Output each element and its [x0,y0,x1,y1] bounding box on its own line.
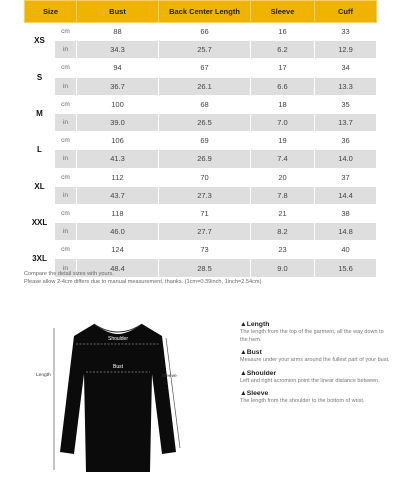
table-cell: 68 [159,95,251,113]
size-label: S [25,59,55,95]
table-row [25,186,377,204]
table-cell: 43.7 [77,186,159,204]
table-cell: 124 [77,241,159,259]
table-cell: 27.7 [159,223,251,241]
table-cell: 19 [251,132,315,150]
table-cell: 69 [159,132,251,150]
unit-label: cm [55,23,77,41]
table-cell: 9.0 [251,259,315,277]
table-cell: 88 [77,23,159,41]
unit-label: in [55,186,77,204]
table-cell: 25.7 [159,41,251,59]
table-row [25,41,377,59]
unit-label: in [55,259,77,277]
label-shoulder: Shoulder [107,336,129,342]
table-cell: 38 [315,204,377,222]
table-cell: 16 [251,23,315,41]
table-cell: 26.1 [159,77,251,95]
size-chart-table [24,0,377,278]
guide-title-length: ▲Length [240,321,270,328]
size-label: XL [25,168,55,204]
unit-label: cm [55,132,77,150]
header-bust: Bust [77,1,159,23]
table-cell: 27.3 [159,186,251,204]
measurement-diagram [26,318,206,480]
unit-label: cm [55,95,77,113]
guide-desc-bust: Measure under your arms around the fullest part of your bust. [240,357,390,363]
table-cell: 6.2 [251,41,315,59]
table-cell: 7.8 [251,186,315,204]
table-cell: 14.0 [315,150,377,168]
size-label: 3XL [25,241,55,277]
table-cell: 34.3 [77,41,159,59]
table-cell: 73 [159,241,251,259]
note-line-2: Please allow 2-4cm differs due to manual measurement, thanks. (1cm=0.39inch, 1inch=2.54cm) [24,279,262,285]
header-cuff: Cuff [315,1,377,23]
table-cell: 8.2 [251,223,315,241]
size-label: M [25,95,55,131]
table-cell: 28.5 [159,259,251,277]
table-cell: 33 [315,23,377,41]
table-cell: 106 [77,132,159,150]
table-cell: 48.4 [77,259,159,277]
table-cell: 36 [315,132,377,150]
table-row [25,223,377,241]
size-label: XS [25,23,55,59]
table-cell: 39.0 [77,113,159,131]
table-cell: 20 [251,168,315,186]
table-row [25,204,377,222]
guide-desc-shoulder: Left and right acromion point the linear distance between. [240,377,380,384]
table-header-row [25,1,377,23]
header-sleeve: Sleeve [251,1,315,23]
label-sleeve: Sleeve [162,374,177,379]
table-cell: 118 [77,204,159,222]
table-cell: 7.4 [251,150,315,168]
guide-item-sleeve [240,389,390,406]
unit-label: cm [55,59,77,77]
garment-shape [60,324,176,472]
table-cell: 34 [315,59,377,77]
size-label: XXL [25,204,55,240]
table-cell: 41.3 [77,150,159,168]
table-row [25,113,377,131]
table-row [25,95,377,113]
table-cell: 13.3 [315,77,377,95]
table-cell: 112 [77,168,159,186]
unit-label: cm [55,241,77,259]
unit-label: in [55,113,77,131]
guide-title-bust: ▲Bust [240,349,262,356]
table-cell: 17 [251,59,315,77]
table-cell: 35 [315,95,377,113]
unit-label: cm [55,168,77,186]
label-length: Length [36,373,51,378]
table-cell: 37 [315,168,377,186]
unit-label: in [55,223,77,241]
header-size: Size [25,1,77,23]
table-row [25,168,377,186]
table-row [25,77,377,95]
table-cell: 12.9 [315,41,377,59]
table-row [25,59,377,77]
garment-illustration [26,318,206,480]
note-line-1: Compare the detail sizes with yours. [24,271,114,277]
table-cell: 6.6 [251,77,315,95]
table-cell: 40 [315,241,377,259]
table-cell: 94 [77,59,159,77]
table-cell: 14.4 [315,186,377,204]
table-cell: 100 [77,95,159,113]
guide-title-sleeve: ▲Sleeve [240,390,269,397]
label-bust: Bust [112,364,124,370]
table-cell: 26.5 [159,113,251,131]
unit-label: cm [55,204,77,222]
guide-item-bust [240,348,390,365]
table-cell: 23 [251,241,315,259]
table-cell: 46.0 [77,223,159,241]
table-cell: 14.8 [315,223,377,241]
table-cell: 26.9 [159,150,251,168]
header-back-center-length: Back Center Length [159,1,251,23]
table-row [25,241,377,259]
table-cell: 7.0 [251,113,315,131]
table-cell: 71 [159,204,251,222]
measurement-guide [240,320,390,410]
guide-item-shoulder [240,369,390,386]
table-cell: 36.7 [77,77,159,95]
guide-desc-sleeve: The length from the shoulder to the bottom of wrist. [240,398,365,404]
guide-item-length [240,320,390,344]
unit-label: in [55,77,77,95]
table-cell: 66 [159,23,251,41]
table-cell: 15.6 [315,259,377,277]
size-label: L [25,132,55,168]
table-cell: 13.7 [315,113,377,131]
table-body [25,23,377,278]
guide-desc-length: The length from the top of the garment, all the way down to the hem. [240,329,384,343]
table-cell: 18 [251,95,315,113]
table-row [25,132,377,150]
table-row [25,23,377,41]
unit-label: in [55,41,77,59]
table-cell: 67 [159,59,251,77]
measurement-note [24,270,384,286]
unit-label: in [55,150,77,168]
table-row [25,150,377,168]
guide-title-shoulder: ▲Shoulder [240,369,277,377]
table-cell: 21 [251,204,315,222]
table-cell: 70 [159,168,251,186]
